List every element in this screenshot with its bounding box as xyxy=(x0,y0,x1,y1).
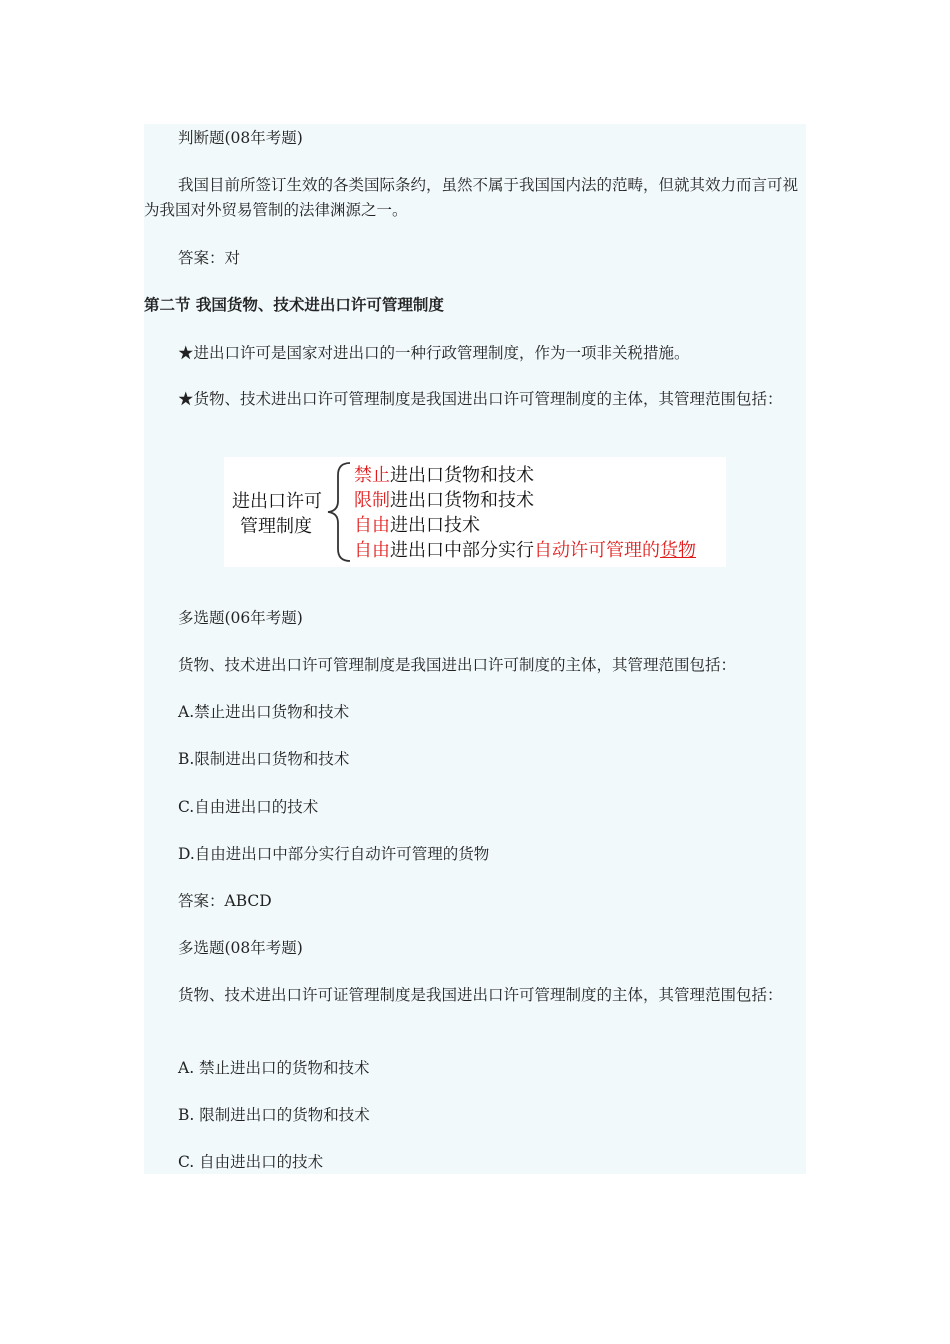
content-panel xyxy=(144,124,806,1174)
license-system-diagram xyxy=(224,457,726,567)
diagram-item-2-highlight: 限制 xyxy=(354,490,390,511)
diagram-item-2 xyxy=(354,486,534,512)
q1-answer: 答案：对 xyxy=(178,249,241,267)
section-bullet-2: ★货物、技术进出口许可管理制度是我国进出口许可管理制度的主体，其管理范围包括： xyxy=(178,390,783,408)
q2-type: 多选题(06年考题) xyxy=(178,609,303,627)
diagram-item-4 xyxy=(354,536,696,562)
diagram-label-line2: 管理制度 xyxy=(240,516,312,537)
q3-option-c: C. 自由进出口的技术 xyxy=(178,1153,324,1171)
q1-text: 我国目前所签订生效的各类国际条约，虽然不属于我国国内法的范畴，但就其效力而言可视为我国对外贸易管制的法律渊源之一。 xyxy=(144,176,799,219)
curly-brace-icon xyxy=(326,461,354,563)
q3-type: 多选题(08年考题) xyxy=(178,939,303,957)
q2-option-c: C.自由进出口的技术 xyxy=(178,798,319,816)
diagram-item-3-highlight: 自由 xyxy=(354,515,390,536)
q2-option-d: D.自由进出口中部分实行自动许可管理的货物 xyxy=(178,845,490,863)
q2-answer: 答案：ABCD xyxy=(178,892,272,910)
diagram-item-1 xyxy=(354,461,534,487)
q2-option-b: B.限制进出口货物和技术 xyxy=(178,750,350,768)
diagram-item-4-text: 进出口中部分实行 xyxy=(390,540,534,561)
q2-text: 货物、技术进出口许可管理制度是我国进出口许可制度的主体，其管理范围包括： xyxy=(178,656,737,674)
diagram-item-2-text: 进出口货物和技术 xyxy=(390,490,534,511)
diagram-item-1-text: 进出口货物和技术 xyxy=(390,465,534,486)
diagram-item-1-highlight: 禁止 xyxy=(354,465,390,486)
q1-type: 判断题(08年考题) xyxy=(178,129,303,147)
q2-option-a: A.禁止进出口货物和技术 xyxy=(178,703,350,721)
diagram-item-4-highlight-2: 自动许可管理的 xyxy=(534,540,660,561)
section-bullet-1: ★进出口许可是国家对进出口的一种行政管理制度，作为一项非关税措施。 xyxy=(178,344,690,362)
q3-text: 货物、技术进出口许可证管理制度是我国进出口许可管理制度的主体，其管理范围包括： xyxy=(178,986,783,1004)
diagram-item-4-highlight-3: 货物 xyxy=(660,540,696,561)
diagram-item-3-text: 进出口技术 xyxy=(390,515,480,536)
diagram-label-line1: 进出口许可 xyxy=(232,491,322,512)
q3-option-b: B. 限制进出口的货物和技术 xyxy=(178,1106,370,1124)
q3-option-a: A. 禁止进出口的货物和技术 xyxy=(178,1059,370,1077)
diagram-item-4-highlight: 自由 xyxy=(354,540,390,561)
section-heading: 第二节 我国货物、技术进出口许可管理制度 xyxy=(144,295,444,314)
diagram-item-3 xyxy=(354,511,480,537)
